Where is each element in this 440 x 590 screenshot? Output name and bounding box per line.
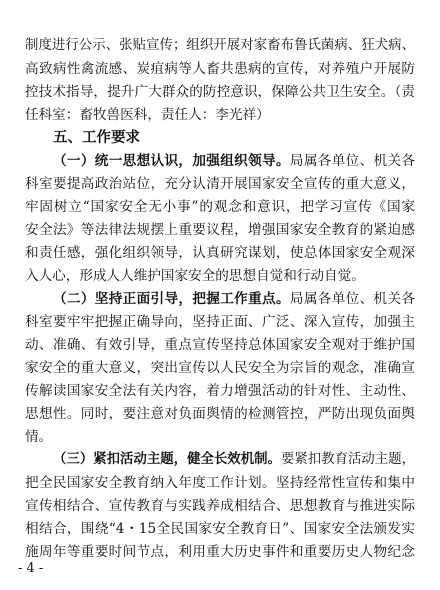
paragraph-text: 局属各单位、机关各 [289, 153, 415, 169]
paragraph-first-line [53, 152, 415, 170]
body-text-line: 传解读国家安全法有关内容，着力增强活动的针对性、主动性、 [25, 383, 415, 399]
body-text-line: 科室要牢牢把握正确导向，坚持正面、广泛、深入宣传，加强主 [25, 314, 415, 330]
body-text-line: 相结合，围绕“4・15全民国家安全教育日”、国家安全法颁发实 [25, 521, 415, 537]
body-text-line: 情。 [25, 429, 53, 445]
paragraph-heading: （二）坚持正面引导，把握工作重点。 [53, 291, 290, 307]
body-text-line: 家安全的重大意义，突出宣传以人民安全为宗旨的观念，准确宣 [25, 360, 415, 376]
body-text-line: 把全民国家安全教育纳入年度工作计划。坚持经常性宣传和集中 [25, 475, 415, 491]
body-text-line: 安全法》等法律法规摆上重要议程，增强国家安全教育的紧迫感 [25, 222, 415, 238]
body-text-line: 控技术指导，提升广大群众的防控意识，保障公共卫生安全。（责 [25, 84, 415, 100]
page-number: - 4 - [18, 561, 44, 576]
paragraph-heading: （一）统一思想认识，加强组织领导。 [53, 153, 290, 169]
paragraph-first-line [53, 451, 415, 469]
paragraph-first-line [53, 290, 415, 308]
section-heading: 五、工作要求 [53, 130, 140, 146]
body-text-line: 和责任感，强化组织领导，认真研究谋划，使总体国家安全观深 [25, 245, 415, 261]
body-text-line: 施周年等重要时间节点，利用重大历史事件和重要历史人物纪念 [25, 544, 415, 560]
paragraph-text: 要紧扣教育活动主题， [280, 452, 415, 467]
body-text-line: 宣传相结合、宣传教育与实践养成相结合、思想教育与推进实际 [25, 498, 415, 514]
body-text-line: 牢固树立“国家安全无小事”的观念和意识，把学习宣传《国家 [25, 199, 415, 215]
body-text-line: 任科室：畜牧兽医科，责任人：李光祥） [25, 107, 270, 123]
body-text-line: 动、准确、有效引导，重点宣传坚持总体国家安全观对于维护国 [25, 337, 415, 353]
paragraph-heading: （三）紧扣活动主题，健全长效机制。 [53, 452, 281, 467]
body-text-line: 科室要提高政治站位，充分认清开展国家安全宣传的重大意义， [25, 176, 415, 192]
body-text-line: 制度进行公示、张贴宣传；组织开展对家畜布鲁氏菌病、狂犬病、 [25, 38, 415, 53]
body-text-line: 入人心，形成人人维护国家安全的思想自觉和行动自觉。 [25, 268, 365, 284]
body-text-line: 高致病性禽流感、炭疽病等人畜共患病的宣传，对养殖户开展防 [25, 61, 415, 77]
body-text-line: 思想性。同时，要注意对负面舆情的检测管控，严防出现负面舆 [25, 406, 415, 422]
paragraph-text: 局属各单位、机关各 [289, 291, 415, 307]
